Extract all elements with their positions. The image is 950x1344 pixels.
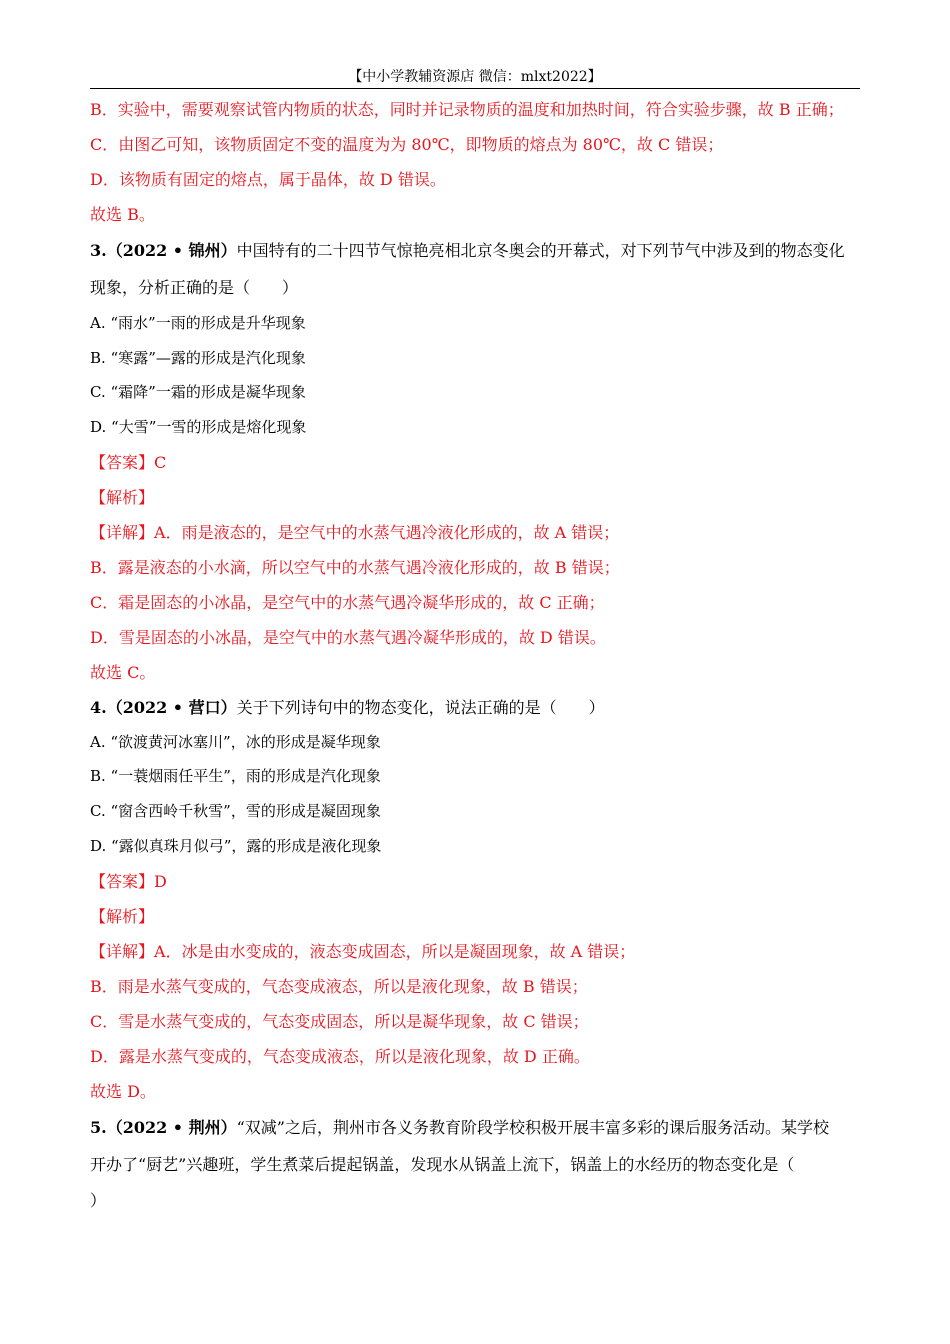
document-body (90, 92, 870, 1218)
q3-option-d: D. “大雪”一雪的形成是熔化现象 (90, 418, 307, 437)
q4-detail-a (90, 934, 870, 969)
q3-detail-a (90, 515, 870, 550)
q4-answer (90, 864, 870, 899)
q3-option-b: B. “寒露”—露的形成是汽化现象 (90, 348, 306, 367)
q4-detail-a-text: A．冰是由水变成的，液态变成固态，所以是凝固现象，故 A 错误； (154, 941, 636, 961)
q4-detail-c: C．雪是水蒸气变成的，气态变成固态，所以是凝华现象，故 C 错误； (90, 1011, 589, 1031)
q4-detail-d: D．露是水蒸气变成的，气态变成液态，所以是液化现象，故 D 正确。 (90, 1046, 590, 1066)
q4-source: （2022 • 营口） (106, 697, 237, 717)
q3-detail-d: D．雪是固态的小冰晶，是空气中的水蒸气遇冷凝华形成的，故 D 错误。 (90, 627, 606, 647)
q4-number: 4. (90, 697, 107, 717)
page-header: 【中小学教辅资源店 微信：mlxt2022】 (90, 66, 860, 89)
q2-detail-b: B．实验中，需要观察试管内物质的状态，同时并记录物质的温度和加热时间，符合实验步骤，故 B 正确； (90, 100, 844, 119)
q3-option-c: C. “霜降”一霜的形成是凝华现象 (90, 383, 306, 402)
q4-answer-value: D (154, 871, 167, 891)
q5-source: （2022 • 荆州） (106, 1117, 237, 1137)
q4-option-b: B. “一蓑烟雨任平生”，雨的形成是汽化现象 (90, 767, 381, 786)
q3-stem-line2: 现象，分析正确的是（ ） (90, 278, 299, 297)
q3-detail-a-text: A．雨是液态的，是空气中的水蒸气遇冷液化形成的，故 A 错误； (154, 522, 620, 542)
q4-detail-label: 【详解】 (90, 941, 155, 961)
q3-detail-c: C．霜是固态的小冰晶，是空气中的水蒸气遇冷凝华形成的，故 C 正确； (90, 592, 605, 612)
q3-number: 3. (90, 241, 107, 260)
q2-choose: 故选 B。 (90, 205, 155, 224)
q5-stem-line1 (90, 1109, 870, 1146)
q5-stem-line3: ） (90, 1190, 107, 1210)
q3-answer-label: 【答案】 (90, 452, 155, 472)
q3-answer (90, 445, 870, 480)
q5-stem-text: “双减”之后，荆州市各义务教育阶段学校积极开展丰富多彩的课后服务活动。某学校 (236, 1117, 829, 1137)
q4-option-a: A. “欲渡黄河冰塞川”，冰的形成是凝华现象 (90, 732, 381, 751)
q5-stem-line2: 开办了“厨艺”兴趣班，学生煮菜后提起锅盖，发现水从锅盖上流下，锅盖上的水经历的物态变化是（ (90, 1154, 795, 1174)
q4-option-d: D. “露似真珠月似弓”，露的形成是液化现象 (90, 836, 382, 855)
q3-detail-label: 【详解】 (90, 522, 155, 542)
q5-number: 5. (90, 1117, 107, 1137)
q3-detail-b: B．露是液态的小水滴，所以空气中的水蒸气遇冷液化形成的，故 B 错误； (90, 557, 620, 577)
q4-answer-label: 【答案】 (90, 871, 155, 891)
q4-choose: 故选 D。 (90, 1081, 156, 1101)
q2-detail-d: D．该物质有固定的熔点，属于晶体，故 D 错误。 (90, 170, 446, 189)
q3-stem-line1 (90, 232, 870, 269)
q3-answer-value: C (154, 452, 167, 472)
q3-option-a: A. “雨水”一雨的形成是升华现象 (90, 314, 306, 332)
q4-option-c: C. “窗含西岭千秋雪”，雪的形成是凝固现象 (90, 802, 381, 821)
q3-source: （2022 • 锦州） (106, 241, 237, 260)
q3-choose: 故选 C。 (90, 662, 156, 682)
q4-stem-text: 关于下列诗句中的物态变化，说法正确的是（ ） (236, 697, 605, 717)
q2-detail-c: C．由图乙可知，该物质固定不变的温度为为 80℃，即物质的熔点为 80℃，故 C 错误； (90, 135, 724, 154)
q4-detail-b: B．雨是水蒸气变成的，气态变成液态，所以是液化现象，故 B 错误； (90, 976, 588, 996)
q4-analysis-label: 【解析】 (90, 906, 155, 926)
q3-analysis-label: 【解析】 (90, 487, 155, 507)
q3-stem-text: 中国特有的二十四节气惊艳亮相北京冬奥会的开幕式，对下列节气中涉及到的物态变化 (236, 241, 845, 260)
q4-stem-line1 (90, 690, 870, 725)
